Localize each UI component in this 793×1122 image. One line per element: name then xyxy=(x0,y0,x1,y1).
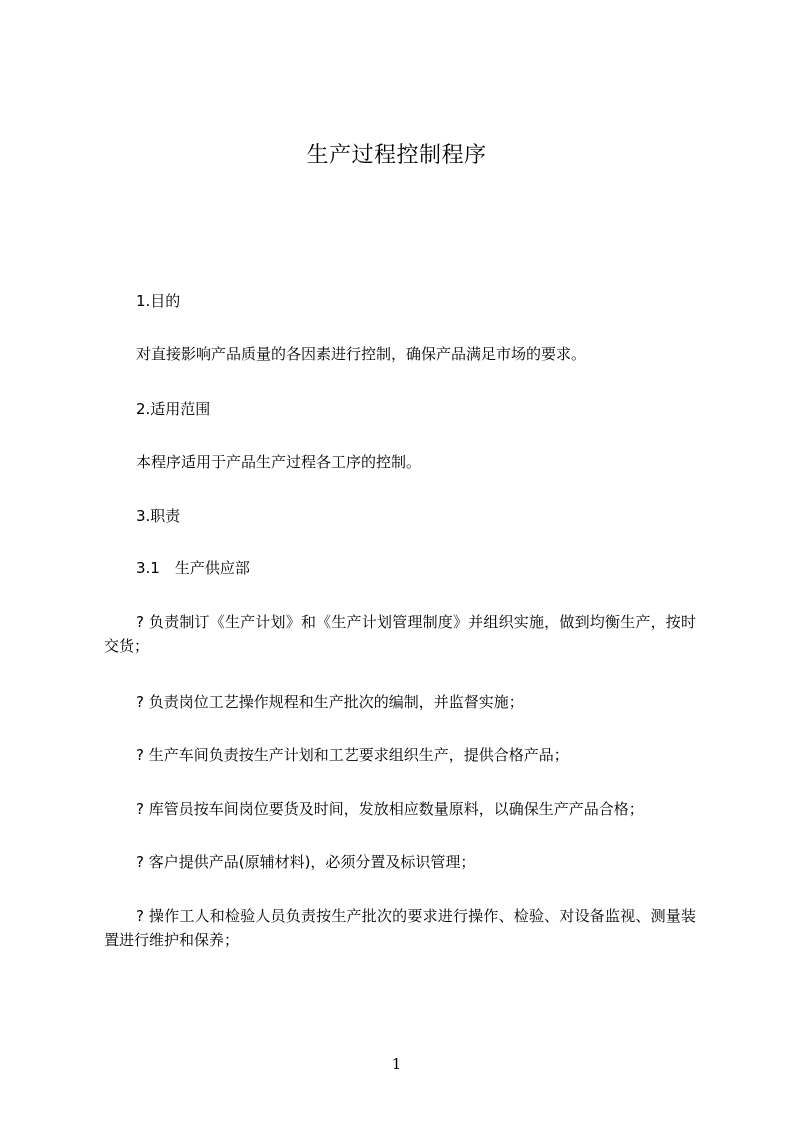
duty-item: ? 库管员按车间岗位要货及时间，发放相应数量原料，以确保生产产品合格； xyxy=(136,800,644,818)
duty-item: ? 操作工人和检验人员负责按生产批次的要求进行操作、检验、对设备监视、测量装置进行维护和保养； xyxy=(104,907,696,949)
duty-item: ? 客户提供产品(原辅材料)，必须分置及标识管理； xyxy=(136,853,476,871)
section-heading-scope: 2.适用范围 xyxy=(136,400,211,418)
page-number: 1 xyxy=(391,1055,402,1073)
duty-item: ? 负责岗位工艺操作规程和生产批次的编制，并监督实施； xyxy=(136,693,524,711)
document-title: 生产过程控制程序 xyxy=(306,143,487,168)
section-heading-duties: 3.职责 xyxy=(136,507,181,525)
duty-item: ? 负责制订《生产计划》和《生产计划管理制度》并组织实施，做到均衡生产，按时交货； xyxy=(104,613,696,655)
duty-item: ? 生产车间负责按生产计划和工艺要求组织生产，提供合格产品； xyxy=(136,746,569,764)
purpose-text: 对直接影响产品质量的各因素进行控制，确保产品满足市场的要求。 xyxy=(136,345,587,363)
scope-text: 本程序适用于产品生产过程各工序的控制。 xyxy=(136,453,422,471)
section-subheading-production-supply: 3.1 生产供应部 xyxy=(136,559,250,577)
section-heading-purpose: 1.目的 xyxy=(136,292,181,310)
